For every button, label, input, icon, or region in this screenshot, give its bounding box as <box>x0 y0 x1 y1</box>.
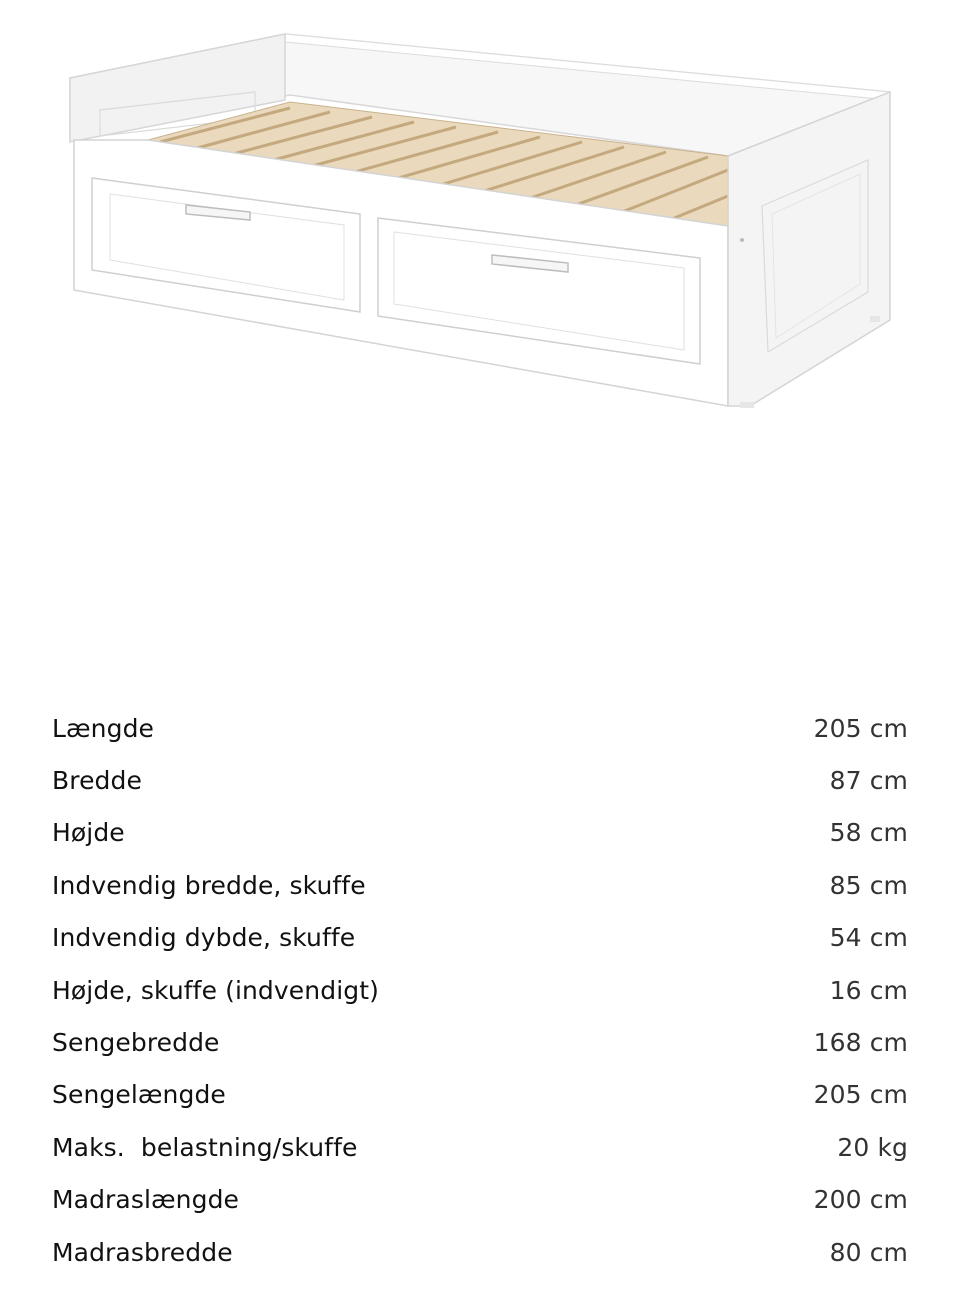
spec-row-width <box>52 754 908 806</box>
spec-row-mattress-width <box>52 1226 908 1278</box>
spec-row-drawer-inner-width <box>52 859 908 911</box>
spec-row-length <box>52 702 908 754</box>
spec-label: Højde, skuffe (indvendigt) <box>52 975 379 1005</box>
spec-label: Indvendig dybde, skuffe <box>52 923 356 953</box>
spec-row-max-load-drawer <box>52 1121 908 1173</box>
spec-row-mattress-length <box>52 1174 908 1226</box>
spec-row-drawer-inner-depth <box>52 912 908 964</box>
spec-label: Sengelængde <box>52 1080 226 1110</box>
spec-value: 200 cm <box>813 1185 908 1215</box>
spec-label: Madrasbredde <box>52 1237 233 1267</box>
spec-label: Sengebredde <box>52 1028 220 1058</box>
spec-value: 16 cm <box>829 975 908 1005</box>
spec-value: 58 cm <box>829 818 908 848</box>
spec-value: 205 cm <box>813 1080 908 1110</box>
spec-value: 20 kg <box>837 1132 908 1162</box>
spec-value: 80 cm <box>829 1237 908 1267</box>
spec-label: Længde <box>52 713 155 743</box>
spec-row-bed-length <box>52 1069 908 1121</box>
spec-row-drawer-inner-height <box>52 964 908 1016</box>
spec-value: 205 cm <box>813 713 908 743</box>
spec-value: 54 cm <box>829 923 908 953</box>
spec-label: Bredde <box>52 766 142 796</box>
specs-list <box>52 702 908 1278</box>
spec-label: Højde <box>52 818 125 848</box>
spec-label: Maks. belastning/skuffe <box>52 1132 358 1162</box>
spec-value: 168 cm <box>813 1028 908 1058</box>
spec-label: Indvendig bredde, skuffe <box>52 870 366 900</box>
spec-value: 85 cm <box>829 870 908 900</box>
spec-row-height <box>52 807 908 859</box>
spec-label: Madraslængde <box>52 1185 240 1215</box>
spec-value: 87 cm <box>829 766 908 796</box>
spec-row-bed-width <box>52 1016 908 1068</box>
